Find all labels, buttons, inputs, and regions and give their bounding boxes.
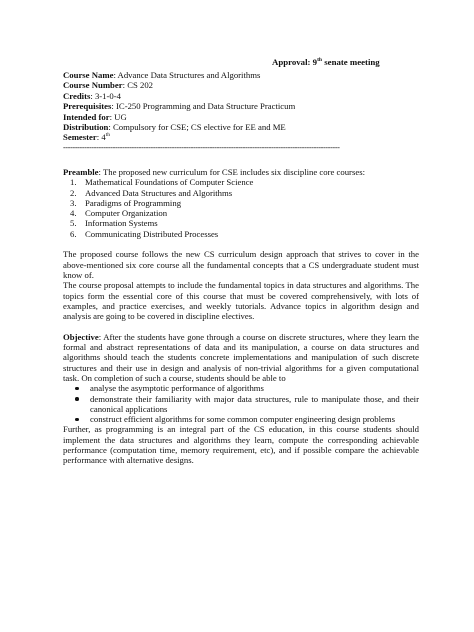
list-item-text: Mathematical Foundations of Computer Science [85, 177, 254, 188]
list-item [63, 198, 419, 208]
intended-value: : UG [109, 111, 127, 122]
prerequisites-row [63, 101, 423, 111]
intended-label: Intended for [63, 111, 110, 122]
list-item [63, 177, 419, 187]
document-body [63, 167, 419, 466]
course-info [63, 70, 423, 143]
list-item [63, 188, 419, 198]
approval-sup: th [317, 57, 323, 64]
paragraph-proposal: The course proposal attempts to include the fundamental topics in data structures and algorithms. The topics form the essential core of this course that must be covered comprehensively, with lots of examples, and practice exercises, and weekly tutorials. Advance topics in algorithm design and analysis are going to be covered in discipline electives. [63, 280, 419, 322]
approval-suffix: senate meeting [322, 57, 380, 67]
objective-paragraph [63, 332, 419, 383]
list-item-number: 4. [70, 208, 77, 219]
bullet-text: construct efficient algorithms for some common computer engineering design problems [90, 414, 396, 425]
course-number-value: : CS 202 [122, 80, 154, 91]
course-name-value: : Advance Data Structures and Algorithms [113, 70, 261, 80]
bullet-icon [75, 397, 79, 401]
list-item [63, 218, 419, 228]
objective-label: Objective [63, 331, 99, 342]
bullet-text: demonstrate their familiarity with major data structures, rule to manipulate those, and their canonical applications [90, 393, 419, 414]
list-item [63, 229, 419, 239]
distribution-value: : Compulsory for CSE; CS elective for EE and ME [108, 121, 286, 132]
bullet-item [63, 414, 419, 424]
distribution-label: Distribution [63, 121, 109, 132]
bullet-icon [75, 387, 79, 391]
bullet-text: analyse the asymptotic performance of algorithms [90, 383, 264, 394]
core-courses-list [63, 177, 419, 239]
credits-value: : 3-1-0-4 [90, 90, 121, 101]
list-item-text: Computer Organization [85, 208, 168, 219]
preamble-label: Preamble [63, 167, 99, 177]
bullet-icon [75, 418, 79, 422]
list-item-number: 6. [70, 228, 77, 239]
preamble-paragraph [63, 167, 419, 177]
list-item-text: Advanced Data Structures and Algorithms [85, 187, 233, 198]
preamble-text: : The proposed new curriculum for CSE includes six discipline core courses: [98, 167, 365, 177]
distribution-row [63, 122, 423, 132]
prerequisites-label: Prerequisites [63, 101, 112, 112]
credits-row [63, 91, 423, 101]
paragraph-gap [63, 321, 419, 331]
objective-bullets [63, 383, 419, 424]
approval-prefix: Approval: 9 [272, 57, 318, 67]
list-item-number: 2. [70, 187, 77, 198]
credits-label: Credits [63, 90, 91, 101]
bullet-item [63, 394, 419, 415]
intended-row [63, 112, 423, 122]
list-item-text: Paradigms of Programming [85, 197, 182, 208]
semester-sup: th [105, 132, 111, 139]
course-number-label: Course Number [63, 80, 123, 91]
separator-line: --------------------------------------------------------------------------------------------------------------------- [63, 143, 340, 152]
approval-line [272, 57, 380, 67]
paragraph-approach: The proposed course follows the new CS curriculum design approach that strives to cover in the above-mentioned six core course all the fundamental concepts that a CS undergraduate student must know of. [63, 249, 419, 280]
closing-paragraph: Further, as programming is an integral part of the CS education, in this course students should implement the data structures and algorithms they learn, compute the corresponding achievable performance (computation time, memory requirement, etc), and if possible compare the achievable performance with alternative designs. [63, 424, 419, 466]
paragraph-gap [63, 239, 419, 249]
bullet-item [63, 383, 419, 393]
prerequisites-value: : IC-250 Programming and Data Structure Practicum [111, 101, 296, 112]
course-name-label: Course Name [63, 70, 114, 80]
list-item-text: Information Systems [85, 218, 158, 229]
objective-text: : After the students have gone through a course on discrete structures, where they learn the formal and abstract representations of data and its manipulation, a course on data structures and algorithms should teach the students concrete implementations and manipulation of such discrete structures and their use in design and analysis of non-trivial algorithms for a given computational task. On completion of such a course, students should be able to [63, 331, 419, 383]
course-number-row [63, 80, 423, 90]
semester-row [63, 132, 423, 142]
course-name-row [63, 70, 423, 80]
semester-label: Semester [63, 132, 97, 143]
list-item-number: 5. [70, 218, 77, 229]
list-item-number: 1. [70, 177, 77, 188]
list-item-number: 3. [70, 197, 77, 208]
semester-value: : 4 [96, 132, 106, 143]
list-item-text: Communicating Distributed Processes [85, 228, 219, 239]
list-item [63, 208, 419, 218]
